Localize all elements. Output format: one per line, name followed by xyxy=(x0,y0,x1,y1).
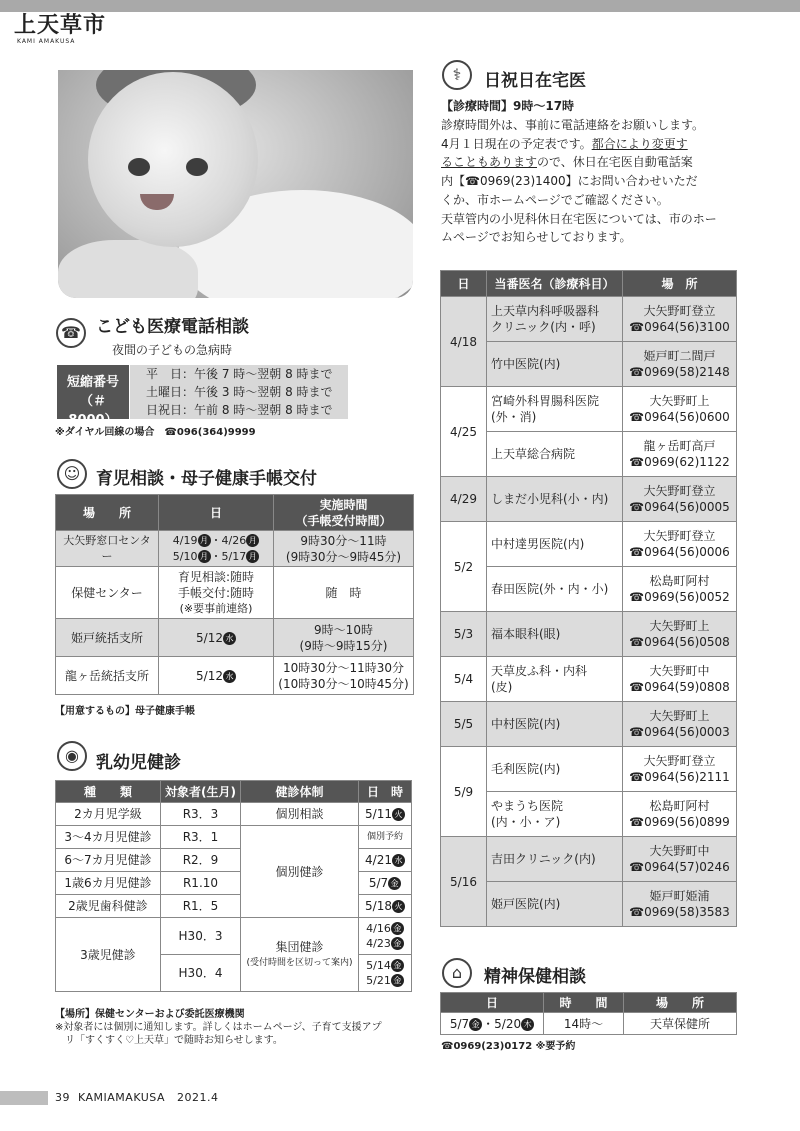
col-target: 対象者(生月) xyxy=(161,781,241,803)
page-footer xyxy=(0,1091,800,1105)
col-datetime: 日 時 xyxy=(359,781,412,803)
col-system: 健診体制 xyxy=(241,781,359,803)
col-day: 日 xyxy=(441,271,487,297)
kodomo-title: こども医療電話相談 xyxy=(96,317,249,337)
magazine-name: KAMIAMAKUSA xyxy=(78,1091,166,1104)
table-row: 保健センター 育児相談:随時 手帳交付:随時 (※要事前連絡) 随 時 xyxy=(56,567,414,619)
doctor-name: やまうち医院 (内・小・ア) xyxy=(487,792,623,837)
house-icon: ⌂ xyxy=(442,958,472,988)
doctor-location: 大矢野町上 ☎0964(56)0508 xyxy=(623,612,737,657)
shortcode-label: 短縮番号 xyxy=(66,375,119,390)
page-number: 39 xyxy=(55,1091,70,1104)
doctor-icon: ⚕ xyxy=(442,60,472,90)
doctor-name: 姫戸医院(内) xyxy=(487,882,623,927)
hours-holiday: 日祝日：午前 8 時～翌朝 8 時まで xyxy=(146,403,333,417)
duty-day: 5/16 xyxy=(441,837,487,927)
duty-day: 5/4 xyxy=(441,657,487,702)
doctor-location: 姫戸町姫浦 ☎0969(58)3583 xyxy=(623,882,737,927)
doctor-location: 大矢野町登立 ☎0964(56)0005 xyxy=(623,477,737,522)
duty-day: 4/18 xyxy=(441,297,487,387)
table-row xyxy=(441,747,737,792)
city-logo xyxy=(14,13,126,43)
doctor-name: 上天草内科呼吸器科 クリニック(内・呼) xyxy=(487,297,623,342)
doctor-location: 大矢野町登立 ☎0964(56)0006 xyxy=(623,522,737,567)
baby-face-icon: ☺ xyxy=(57,459,87,489)
holiday-title: 日祝日在宅医 xyxy=(484,71,586,91)
doctor-location: 大矢野町上 ☎0964(56)0600 xyxy=(623,387,737,432)
table-row xyxy=(441,612,737,657)
doctor-name: 中村達男医院(内) xyxy=(487,522,623,567)
doctor-name: 天草皮ふ科・内科 (皮) xyxy=(487,657,623,702)
top-bar xyxy=(0,0,800,12)
table-row: H30．4 5/14 金 5/21 金 xyxy=(56,955,412,992)
doctor-name: しまだ小児科(小・内) xyxy=(487,477,623,522)
col-location: 場 所 xyxy=(623,271,737,297)
seishin-note: ☎0969(23)0172 ※要予約 xyxy=(441,1041,576,1052)
kodomo-hours xyxy=(130,365,348,419)
doctor-location: 大矢野町中 ☎0964(59)0808 xyxy=(623,657,737,702)
table-row: 2歳児歯科健診 R1．5 5/18 火 xyxy=(56,895,412,918)
logo-kanji: 上天草市 xyxy=(14,12,107,38)
table-row xyxy=(441,477,737,522)
doctor-name: 竹中医院(内) xyxy=(487,342,623,387)
doctor-location: 大矢野町中 ☎0964(57)0246 xyxy=(623,837,737,882)
col-date: 日 xyxy=(159,495,274,531)
doctor-location: 大矢野町上 ☎0964(56)0003 xyxy=(623,702,737,747)
duty-day: 4/29 xyxy=(441,477,487,522)
holiday-table xyxy=(440,270,737,927)
table-row xyxy=(441,297,737,342)
kodomo-subtitle: 夜間の子どもの急病時 xyxy=(112,343,233,357)
doctor-location: 松島町阿村 ☎0969(56)0052 xyxy=(623,567,737,612)
footer-bar xyxy=(0,1091,48,1105)
col-place: 場 所 xyxy=(56,495,159,531)
doctor-name: 吉田クリニック(内) xyxy=(487,837,623,882)
duty-day: 5/2 xyxy=(441,522,487,612)
doctor-name: 宮崎外科胃腸科医院 (外・消) xyxy=(487,387,623,432)
nyuyoji-title: 乳幼児健診 xyxy=(96,753,181,773)
table-row: 3～4カ月児健診 R3．1 個別健診 個別予約 xyxy=(56,826,412,849)
table-row xyxy=(441,387,737,432)
hours-weekday: 平 日：午後 7 時～翌朝 8 時まで xyxy=(146,367,333,381)
col-doctor: 当番医名（診療科目） xyxy=(487,271,623,297)
holiday-hours: 【診療時間】9時～17時 xyxy=(441,99,575,113)
kodomo-note: ※ダイヤル回線の場合 ☎096(364)9999 xyxy=(55,427,256,438)
duty-day: 5/9 xyxy=(441,747,487,837)
duty-day: 5/3 xyxy=(441,612,487,657)
baby-icon: ◉ xyxy=(57,741,87,771)
doctor-location: 大矢野町登立 ☎0964(56)3100 xyxy=(623,297,737,342)
shortcode-box xyxy=(57,365,129,428)
doctor-name: 福本眼科(眼) xyxy=(487,612,623,657)
table-row: 2カ月児学級 R3．3 個別相談 5/11 火 xyxy=(56,803,412,826)
table-row xyxy=(441,702,737,747)
duty-day: 4/25 xyxy=(441,387,487,477)
table-row xyxy=(441,657,737,702)
table-row xyxy=(441,837,737,882)
ikuji-title: 育児相談・母子健康手帳交付 xyxy=(96,469,317,489)
nyuyoji-table xyxy=(55,780,412,992)
doctor-name: 中村医院(内) xyxy=(487,702,623,747)
table-row: 姫戸統括支所 5/12 水 9時～10時 (9時～9時15分) xyxy=(56,619,414,657)
doctor-location: 松島町阿村 ☎0969(56)0899 xyxy=(623,792,737,837)
baby-photo xyxy=(58,70,413,298)
doctor-location: 大矢野町登立 ☎0964(56)2111 xyxy=(623,747,737,792)
nyuyoji-notes: 【場所】保健センターおよび委託医療機関 ※対象者には個別に通知します。詳しくはホームページ、子育て支援アプ リ「すくすく♡上天草」で随時お知らせします。 xyxy=(55,1009,382,1046)
table-row: 大矢野窓口センター 4/19 月 ・4/26 月 5/10 月 ・5/17 月 9時30分～11時 (9時30分～9時45分) xyxy=(56,531,414,567)
doctor-location: 姫戸町二間戸 ☎0969(58)2148 xyxy=(623,342,737,387)
hours-saturday: 土曜日：午後 3 時～翌朝 8 時まで xyxy=(146,385,333,399)
holiday-intro: 診療時間外は、事前に電話連絡をお願いします。 4月１日現在の予定表です。都合により変更す ることもありますので、休日在宅医自動電話案 内【☎0969(23)1400】にお問い合わせいただ くか、市ホームページでご確認ください。 天草管内の小児科休日在宅医については、市のホー ムページでお知らせしております。 xyxy=(441,118,717,245)
ikuji-table xyxy=(55,494,414,695)
table-row: 龍ヶ岳統括支所 5/12 水 10時30分～11時30分 (10時30分～10時45分) xyxy=(56,657,414,695)
doctor-name: 春田医院(外・内・小) xyxy=(487,567,623,612)
seishin-title: 精神保健相談 xyxy=(484,967,586,987)
duty-day: 5/5 xyxy=(441,702,487,747)
table-row: 3歳児健診 H30．3 集団健診 (受付時間を区切って案内) 4/16 金 4/23 金 xyxy=(56,918,412,955)
seishin-table: 日 時 間 場 所 5/7 金 ・5/20 木 14時～ 天草保健所 xyxy=(440,992,737,1035)
doctor-location: 龍ヶ岳町高戸 ☎0969(62)1122 xyxy=(623,432,737,477)
col-type: 種 類 xyxy=(56,781,161,803)
logo-roman: KAMI AMAKUSA xyxy=(17,38,76,45)
table-row: 6～7カ月児健診 R2．9 4/21 水 xyxy=(56,849,412,872)
telephone-icon: ☎ xyxy=(56,318,86,348)
ikuji-note: 【用意するもの】母子健康手帳 xyxy=(55,706,195,717)
col-time: 実施時間 （手帳受付時間） xyxy=(274,495,414,531)
doctor-name: 毛利医院(内) xyxy=(487,747,623,792)
doctor-name: 上天草総合病院 xyxy=(487,432,623,477)
table-row: 5/7 金 ・5/20 木 14時～ 天草保健所 xyxy=(441,1013,737,1035)
issue-date: 2021.4 xyxy=(177,1091,219,1104)
table-row xyxy=(441,522,737,567)
table-row: 1歳6カ月児健診 R1.10 5/7 金 xyxy=(56,872,412,895)
shortcode-value: （＃ 8000） xyxy=(68,394,118,428)
